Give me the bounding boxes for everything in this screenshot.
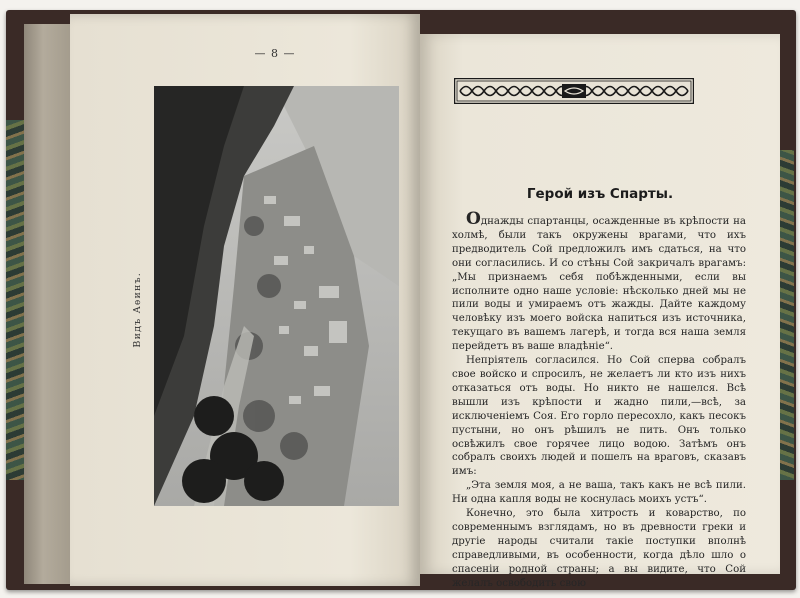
decorative-headpiece: [454, 78, 694, 104]
photo-caption: Видъ Аѳинъ.: [132, 272, 143, 348]
story-heading: Герой изъ Спарты.: [526, 186, 674, 202]
marbled-edge-left: [6, 120, 24, 480]
paragraph-4: Конечно, это была хитрость и коварство, по современнымъ взглядамъ, но въ древности греки и другіе народы считали такіе поступки вполнѣ справедливыми, въ особенности, когда дѣло шло о спасеніи родной страны; а вы видите, что Сой желалъ освободить свою: [452, 508, 746, 589]
paragraph-1: Однажды спартанцы, осажденные въ крѣпости на холмѣ, были такъ окружены врагами, что ихъ предводитель Сой предложилъ имъ сдаться, на что они согласились. И со стѣны Сой закричалъ врагамъ: „Мы признаемъ себя побѣжденными, если вы исполните одно наше условіе: нѣсколько дней мы не пили воды и умираемъ отъ жажды. Дайте каждому человѣку изъ моего войска напиться изъ источника, текущаго въ вашемъ лагерѣ, и тогда вся наша земля перейдетъ въ ваше владѣніе“.: [452, 209, 746, 353]
athens-photograph: [154, 86, 399, 506]
marbled-edge-right: [780, 150, 794, 480]
story-text: [452, 209, 746, 590]
paragraph-3: „Эта земля моя, а не ваша, такъ какъ не всѣ пили. Ни одна капля воды не коснулась моихъ устъ“.: [452, 480, 746, 506]
page-number: — 8 —: [254, 47, 296, 60]
paragraph-2: Непріятель согласился. Но Сой сперва собралъ свое войско и спросилъ, не желаетъ ли кто изъ нихъ отказаться отъ воды. Но никто не нашелся. Всѣ вышли изъ крѣпости и жадно пили,—всѣ, за исключеніемъ Соя. Его горло пересохло, какъ песокъ пустыни, но онъ рѣшилъ не пить. Онъ только освѣжилъ свое горячее лицо водою. Затѣмъ онъ собралъ своихъ людей и пошелъ на враговъ, сказавъ имъ:: [452, 355, 746, 478]
cloth-spine-band: [24, 24, 72, 584]
drop-cap: О: [466, 209, 481, 229]
